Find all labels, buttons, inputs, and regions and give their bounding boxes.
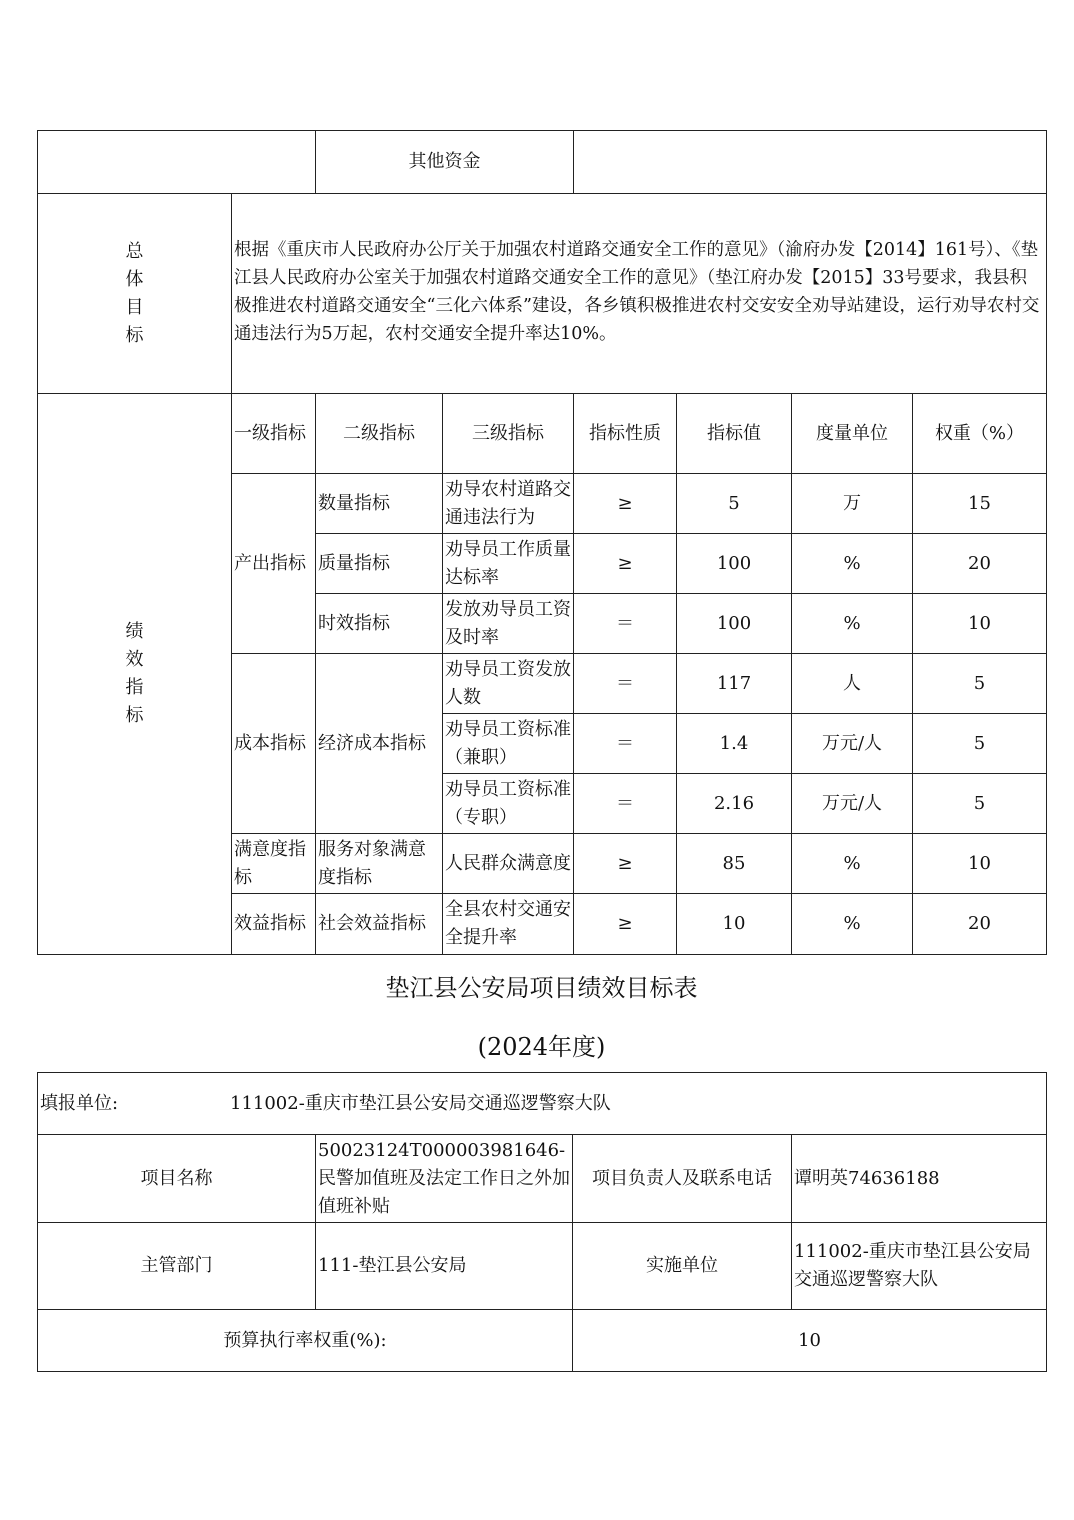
overall-goal-label <box>38 194 232 394</box>
weight-cell: 20 <box>913 894 1047 955</box>
level1-satisfaction: 满意度指标 <box>232 834 316 894</box>
level1-cost: 成本指标 <box>232 654 316 834</box>
level2-cell: 服务对象满意度指标 <box>316 834 443 894</box>
contact-value: 谭明英74636188 <box>792 1135 1047 1223</box>
goal-char: 标 <box>125 324 144 346</box>
nature-cell: ≥ <box>574 894 677 955</box>
project-info-table <box>37 1072 1047 1372</box>
header-level1: 一级指标 <box>232 394 316 474</box>
weight-cell: 10 <box>913 594 1047 654</box>
value-cell: 5 <box>677 474 792 534</box>
other-funds-value <box>574 131 1047 194</box>
other-funds-label: 其他资金 <box>316 131 574 194</box>
weight-cell: 20 <box>913 534 1047 594</box>
value-cell: 85 <box>677 834 792 894</box>
dept-label: 主管部门 <box>38 1223 316 1310</box>
nature-cell: ＝ <box>574 594 677 654</box>
dept-value: 111-垫江县公安局 <box>316 1223 573 1310</box>
level2-cell: 质量指标 <box>316 534 443 594</box>
nature-cell: ≥ <box>574 834 677 894</box>
nature-cell: ＝ <box>574 654 677 714</box>
filler-label: 填报单位: <box>40 1092 119 1114</box>
unit-cell: 万 <box>792 474 913 534</box>
level3-cell: 劝导员工资发放人数 <box>443 654 574 714</box>
header-weight: 权重（%） <box>913 394 1047 474</box>
nature-cell: ＝ <box>574 774 677 834</box>
goal-char: 体 <box>125 268 144 290</box>
level1-benefit: 效益指标 <box>232 894 316 955</box>
project-name-label: 项目名称 <box>38 1135 316 1223</box>
indicator-char: 指 <box>125 677 144 698</box>
unit-cell: 人 <box>792 654 913 714</box>
budget-value: 10 <box>573 1310 1047 1372</box>
level3-cell: 全县农村交通安全提升率 <box>443 894 574 955</box>
level2-cell: 时效指标 <box>316 594 443 654</box>
level2-cell: 经济成本指标 <box>316 654 443 834</box>
overall-goal-text: 根据《重庆市人民政府办公厅关于加强农村道路交通安全工作的意见》（渝府办发【2014】161号）、《垫江县人民政府办公室关于加强农村道路交通安全工作的意见》（垫江府办发【2015】33号要求，我县积极推进农村道路交通安全“三化六体系”建设，各乡镇积极推进农村交安安全劝导站建设，运行劝导农村交通违法行为5万起，农村交通安全提升率达10%。 <box>232 194 1047 394</box>
level3-cell: 劝导农村道路交通违法行为 <box>443 474 574 534</box>
level3-cell: 人民群众满意度 <box>443 834 574 894</box>
level3-cell: 发放劝导员工资及时率 <box>443 594 574 654</box>
indicator-char: 标 <box>125 705 144 726</box>
impl-label: 实施单位 <box>573 1223 792 1310</box>
filler-row <box>38 1073 1047 1135</box>
header-level3: 三级指标 <box>443 394 574 474</box>
level3-cell: 劝导员工资标准（专职） <box>443 774 574 834</box>
nature-cell: ＝ <box>574 714 677 774</box>
performance-indicator-table <box>37 130 1047 955</box>
unit-cell: 万元/人 <box>792 714 913 774</box>
value-cell: 117 <box>677 654 792 714</box>
level3-cell: 劝导员工作质量达标率 <box>443 534 574 594</box>
indicator-char: 效 <box>125 649 144 670</box>
nature-cell: ≥ <box>574 534 677 594</box>
weight-cell: 10 <box>913 834 1047 894</box>
filler-value: 111002-重庆市垫江县公安局交通巡逻警察大队 <box>230 1092 611 1114</box>
blank-cell <box>38 131 316 194</box>
header-value: 指标值 <box>677 394 792 474</box>
value-cell: 100 <box>677 534 792 594</box>
header-level2: 二级指标 <box>316 394 443 474</box>
project-name-value: 50023124T000003981646-民警加值班及法定工作日之外加值班补贴 <box>316 1135 573 1223</box>
goal-char: 目 <box>125 296 144 318</box>
nature-cell: ≥ <box>574 474 677 534</box>
unit-cell: % <box>792 594 913 654</box>
weight-cell: 15 <box>913 474 1047 534</box>
impl-value: 111002-重庆市垫江县公安局交通巡逻警察大队 <box>792 1223 1047 1310</box>
indicator-section-label <box>38 394 232 955</box>
value-cell: 1.4 <box>677 714 792 774</box>
value-cell: 100 <box>677 594 792 654</box>
level1-output: 产出指标 <box>232 474 316 654</box>
level2-cell: 社会效益指标 <box>316 894 443 955</box>
value-cell: 10 <box>677 894 792 955</box>
unit-cell: 万元/人 <box>792 774 913 834</box>
weight-cell: 5 <box>913 654 1047 714</box>
value-cell: 2.16 <box>677 774 792 834</box>
contact-label: 项目负责人及联系电话 <box>573 1135 792 1223</box>
unit-cell: % <box>792 534 913 594</box>
document-title: 垫江县公安局项目绩效目标表 <box>385 974 698 1002</box>
indicator-char: 绩 <box>125 621 144 642</box>
unit-cell: % <box>792 834 913 894</box>
level3-cell: 劝导员工资标准（兼职） <box>443 714 574 774</box>
level2-cell: 数量指标 <box>316 474 443 534</box>
unit-cell: % <box>792 894 913 955</box>
document-year: (2024年度) <box>477 1033 606 1061</box>
goal-char: 总 <box>125 240 144 262</box>
header-nature: 指标性质 <box>574 394 677 474</box>
weight-cell: 5 <box>913 714 1047 774</box>
weight-cell: 5 <box>913 774 1047 834</box>
header-unit: 度量单位 <box>792 394 913 474</box>
budget-label: 预算执行率权重(%): <box>38 1310 573 1372</box>
